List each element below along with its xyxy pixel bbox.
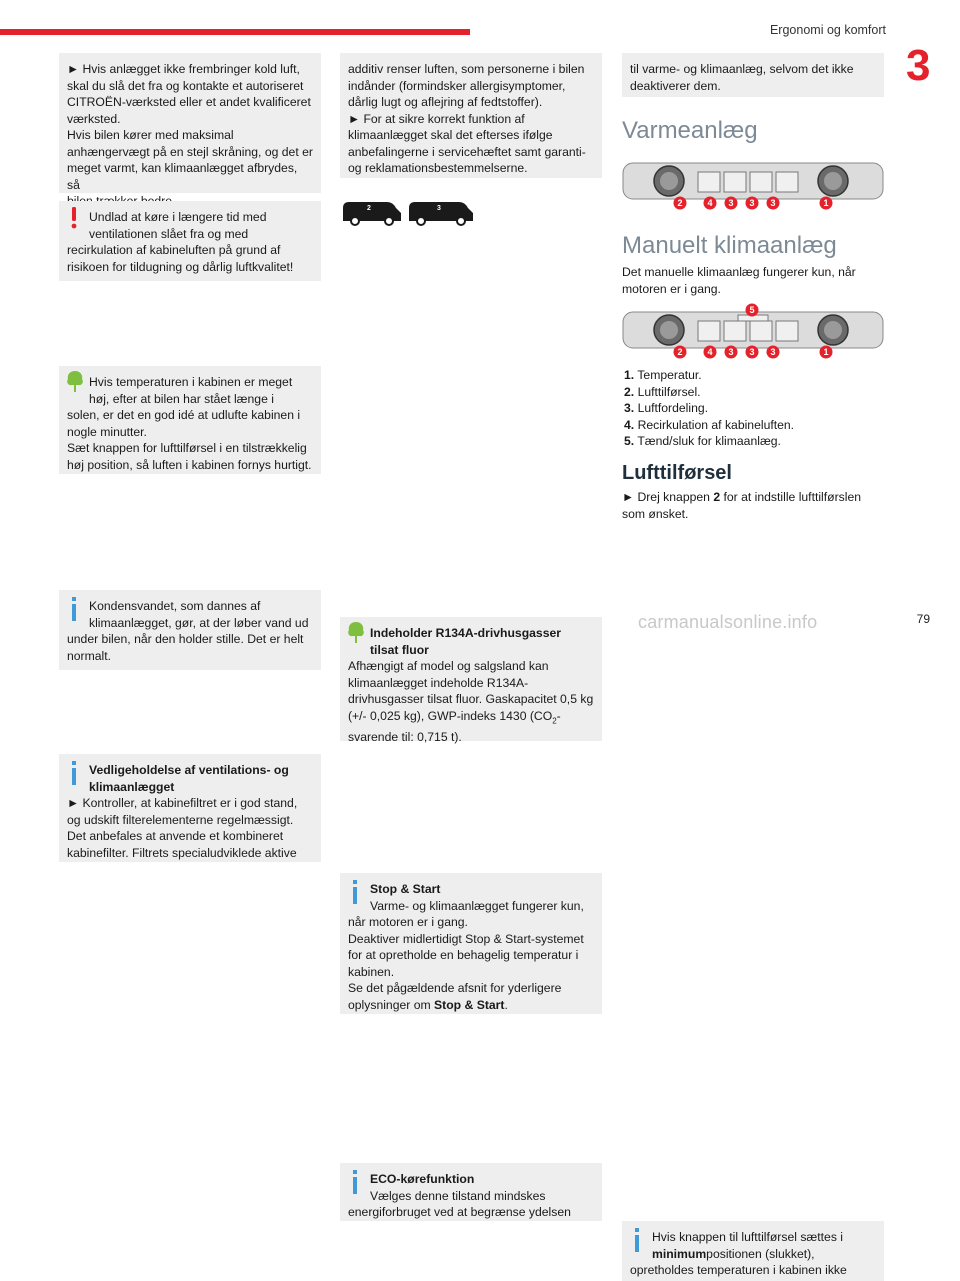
header-accent-bar [0,29,470,35]
page-number: 79 [916,612,930,626]
svg-text:3: 3 [749,347,755,357]
svg-text:3: 3 [728,347,734,357]
list-item: 1. Temperatur. [624,368,702,382]
svg-text:2: 2 [677,198,683,208]
info-icon [348,1170,362,1194]
info-box-eco-mode: ECO-kørefunktion Vælges denne tilstand mindskes energiforbruget ved at begrænse ydelsen [340,1163,602,1221]
svg-text:3: 3 [770,198,776,208]
info-box-air-minimum: Hvis knappen til lufttilførsel sættes i minimumpositionen (slukket), opretholdes temperaturen i kabinen ikke [622,1221,884,1281]
heading-air-supply: Lufttilførsel [622,462,732,484]
info-icon [67,761,81,785]
heading-manual-ac: Manuelt klimaanlæg [622,232,837,259]
svg-text:3: 3 [749,198,755,208]
eco-box-r134a: Indeholder R134A-drivhusgasser tilsat fluor Afhængigt af model og salgsland kan klimaanlægget indeholde R134A- drivhusgasser tilsat fluor. Gaskapacitet 0,5 kg (+/- 0,025 kg), GWP-indeks 1430 ($CO_2-$ svarende til: 0,715 t). [340,617,602,741]
manual-ac-intro: Det manuelle klimaanlæg fungerer kun, når motoren er i gang. [622,265,856,296]
eco-tree-icon [65,369,85,393]
info-box-stop-start: Stop & Start Varme- og klimaanlægget fungerer kun, når motoren er i gang. Deaktiver midlertidigt Stop & Start-systemet for at opretholde en behagelig temperatur i kabinen. Se det pågældende afsnit for yderligere oplysninger om Stop & Start. [340,873,602,1014]
info-icon [630,1228,644,1252]
svg-text:4: 4 [707,198,713,208]
note-box-eco-continued: til varme- og klimaanlæg, selvom det ikke deaktiverer dem. [622,53,884,97]
svg-text:5: 5 [749,305,755,315]
info-box-maintenance: Vedligeholdelse af ventilations- og klimaanlægget ► Kontroller, at kabinefiltret er i god stand, og udskift filterelementerne regelmæssigt. Det anbefales at anvende et kombineret kabinefilter. Filtrets specialudviklede aktive [59,754,321,862]
svg-text:2: 2 [677,347,683,357]
heating-control-panel [622,160,884,212]
svg-text:4: 4 [707,347,713,357]
list-item: 3. Luftfordeling. [624,401,709,415]
heading-heating: Varmeanlæg [622,117,758,144]
chapter-number: 3 [906,41,931,90]
svg-text:2: 2 [367,205,371,212]
eco-box-ventilate: Hvis temperaturen i kabinen er meget høj, efter at bilen har stået længe i solen, er det en god idé at udlufte kabinen i nogle minutter. Sæt knappen for lufttilførsel i en tilstrækkelig høj position, så luften i kabinen fornys hurtigt. [59,366,321,474]
svg-text:3: 3 [728,198,734,208]
running-header-title: Ergonomi og komfort [769,23,886,37]
eco-tree-icon [346,620,366,644]
warning-exclamation-icon [67,206,81,230]
list-item: 5. Tænd/sluk for klimaanlæg. [624,434,781,448]
van-size-2-icon [409,202,473,225]
control-legend-list [624,367,794,450]
info-box-condensation: Kondensvandet, som dannes af klimaanlægget, gør, at der løber vand ud under bilen, når den holder stille. Det er helt normalt. [59,590,321,670]
manual-ac-control-panel [622,302,884,360]
warning-box-recirculation: Undlad at køre i længere tid med ventilationen slået fra og med recirkulation af kabineluften på grund af risikoen for tildugning og dårlig luftkvalitet! [59,201,321,281]
note-box-filter-continued: additiv renser luften, som personerne i bilen indånder (formindsker allergisymptomer, dårlig lugt og aflejring af fedtstoffer). ► For at sikre korrekt funktion af klimaanlægget skal det efterses ifølge anbefalingerne i servicehæftet samt garanti- og reklamationsbestemmelserne. [340,53,602,178]
list-item: 2. Lufttilførsel. [624,384,701,399]
info-icon [348,880,362,904]
svg-text:3: 3 [770,347,776,357]
svg-text:1: 1 [823,198,829,208]
watermark: carmanualsonline.info [638,612,818,632]
list-item: 4. Recirkulation af kabineluften. [624,417,795,432]
info-icon [67,597,81,621]
svg-text:3: 3 [437,205,441,212]
van-size-1-icon [343,202,401,225]
svg-text:1: 1 [823,347,829,357]
note-box-cold-air: ► Hvis anlægget ikke frembringer kold luft, skal du slå det fra og kontakte et autoriseret CITROËN-værksted eller et andet kvalificeret værksted. Hvis bilen kører med maksimal anhængervægt på en stejl skråning, og det er meget varmt, kan klimaanlægget afbrydes, så [59,53,321,193]
air-supply-instruction: ► Drej knappen 2 for at indstille lufttilførslen som ønsket. [622,490,862,521]
van-icons [341,196,481,226]
